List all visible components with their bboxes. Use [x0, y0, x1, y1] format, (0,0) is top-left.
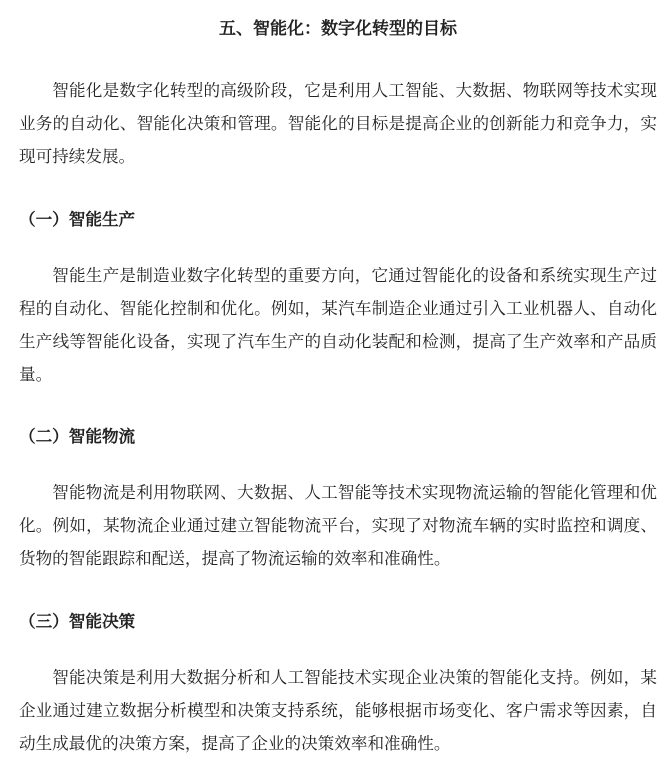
intro-paragraph: 智能化是数字化转型的高级阶段，它是利用人工智能、大数据、物联网等技术实现业务的自动化、智能化决策和管理。智能化的目标是提高企业的创新能力和竞争力，实现可持续发展。	[19, 81, 657, 166]
section-heading-smart-logistics: （二）智能物流	[19, 427, 136, 446]
section-heading-smart-decision: （三）智能决策	[19, 612, 136, 631]
section-body-smart-logistics: 智能物流是利用物联网、大数据、人工智能等技术实现物流运输的智能化管理和优化。例如，某物流企业通过建立智能物流平台，实现了对物流车辆的实时监控和调度、货物的智能跟踪和配送，提高了物流运输的效率和准确性。	[19, 483, 657, 568]
section-heading-smart-production: （一）智能生产	[19, 210, 136, 229]
page-title: 五、智能化：数字化转型的目标	[219, 19, 457, 39]
section-body-smart-production: 智能生产是制造业数字化转型的重要方向，它通过智能化的设备和系统实现生产过程的自动化、智能化控制和优化。例如，某汽车制造企业通过引入工业机器人、自动化生产线等智能化设备，实现了汽车生产的自动化装配和检测，提高了生产效率和产品质量。	[19, 266, 657, 384]
section-body-smart-decision: 智能决策是利用大数据分析和人工智能技术实现企业决策的智能化支持。例如，某企业通过建立数据分析模型和决策支持系统，能够根据市场变化、客户需求等因素，自动生成最优的决策方案，提高了企业的决策效率和准确性。	[19, 668, 657, 753]
article-body	[0, 14, 669, 760]
